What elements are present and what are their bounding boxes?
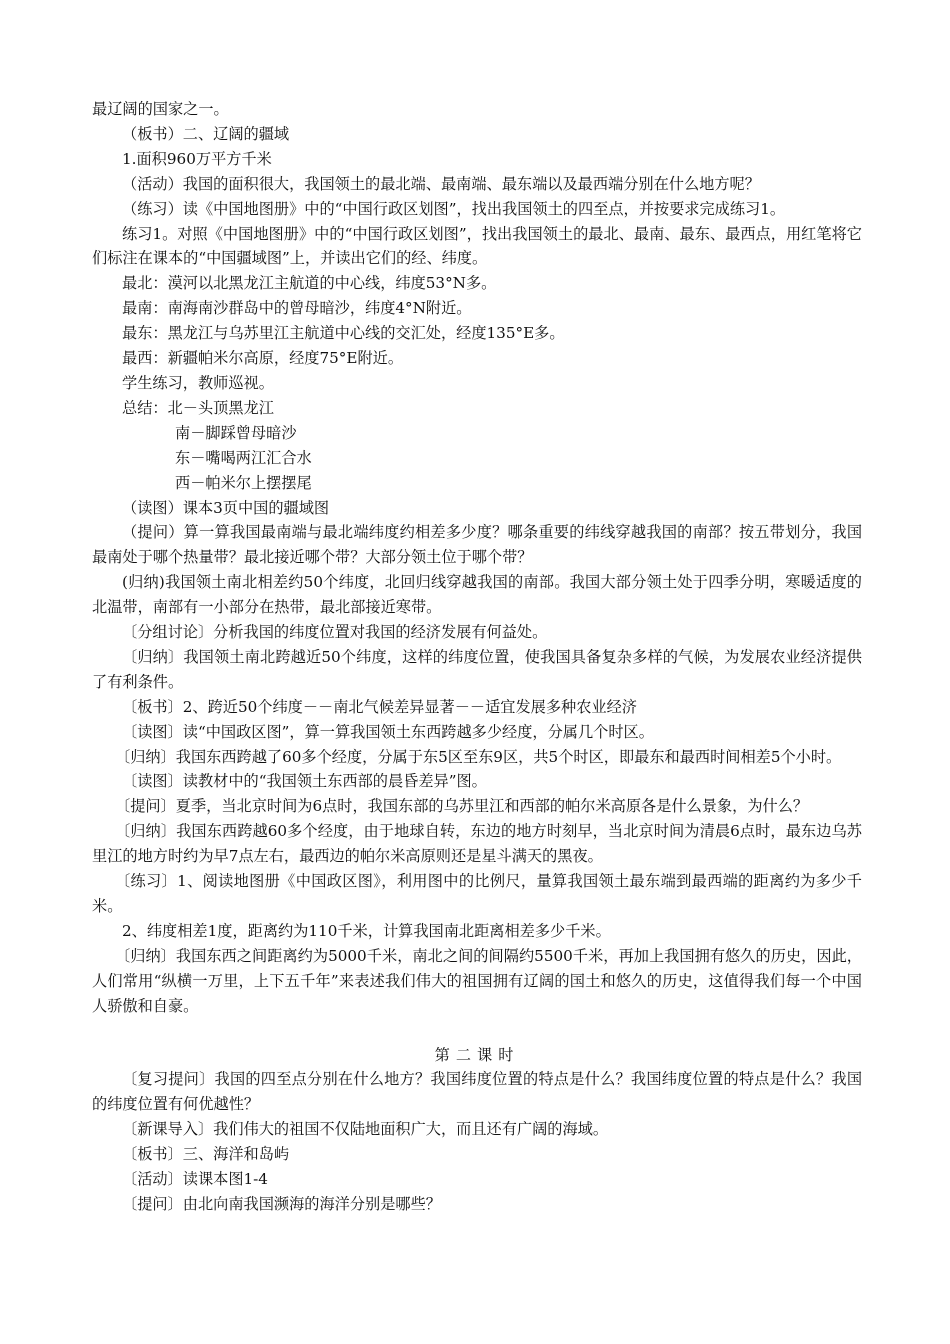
paragraph: 〔提问〕夏季，当北京时间为6点时，我国东部的乌苏里江和西部的帕尔米高原各是什么景象，为什么？ [115, 797, 809, 816]
paragraph: 〔练习〕1、阅读地图册《中国政区图》，利用图中的比例尺，量算我国领土最东端到最西端的距离约为多少千米。 [92, 872, 862, 915]
paragraph: 〔板书〕2、跨近50个纬度－－南北气候差异显著－－适宜发展多种农业经济 [122, 697, 637, 716]
paragraph: 〔归纳〕我国东西之间距离约为5000千米，南北之间的间隔约5500千米，再加上我国拥有悠久的历史，因此，人们常用“纵横一万里，上下五千年”来表述我们伟大的祖国拥有辽阔的国土和悠久的历史，这值得我们每一个中国人骄傲和自豪。 [92, 946, 862, 1015]
paragraph: 〔归纳〕我国东西跨越了60多个经度，分属于东5区至东9区，共5个时区，即最东和最西时间相差5个小时。 [115, 747, 842, 766]
paragraph: (归纳)我国领土南北相差约50个纬度，北回归线穿越我国的南部。我国大部分领土处于四季分明，寒暖适度的北温带，南部有一小部分在热带，最北部接近寒带。 [92, 573, 862, 617]
paragraph: 东－嘴喝两江汇合水 [175, 448, 312, 467]
paragraph: （读图）课本3页中国的疆域图 [122, 498, 330, 517]
paragraph: 〔板书〕三、海洋和岛屿 [122, 1145, 290, 1164]
document-body [92, 97, 862, 1217]
lesson-one-text [92, 97, 862, 1019]
paragraph: 〔复习提问〕我国的四至点分别在什么地方？我国纬度位置的特点是什么？我国纬度位置的特点是什么？我国的纬度位置有何优越性？ [92, 1070, 862, 1114]
paragraph: 〔新课导入〕我们伟大的祖国不仅陆地面积广大，而且还有广阔的海域。 [122, 1120, 608, 1139]
paragraph: 练习1。对照《中国地图册》中的“中国行政区划图”，找出我国领土的最北、最南、最东、最西点，用红笔将它们标注在课本的“中国疆域图”上，并读出它们的经、纬度。 [92, 224, 862, 268]
paragraph: 南－脚踩曾母暗沙 [175, 423, 297, 442]
paragraph: 学生练习，教师巡视。 [122, 373, 274, 392]
paragraph: 〔分组讨论〕分析我国的纬度位置对我国的经济发展有何益处。 [122, 623, 548, 642]
paragraph: （板书）二、辽阔的疆域 [122, 124, 290, 143]
paragraph: 〔提问〕由北向南我国濒海的海洋分别是哪些？ [122, 1194, 441, 1213]
paragraph: 最北：漠河以北黑龙江主航道的中心线，纬度53°N多。 [122, 274, 497, 293]
paragraph: （练习）读《中国地图册》中的“中国行政区划图”，找出我国领土的四至点，并按要求完成练习1。 [122, 199, 786, 218]
paragraph: 〔读图〕读“中国政区图”，算一算我国领土东西跨越多少经度，分属几个时区。 [122, 722, 654, 741]
paragraph: 最辽阔的国家之一。 [92, 100, 229, 118]
paragraph: 西－帕米尔上摆摆尾 [175, 473, 312, 492]
paragraph: 最南：南海南沙群岛中的曾母暗沙，纬度4°N附近。 [122, 299, 472, 318]
paragraph: 1.面积960万平方千米 [122, 149, 272, 168]
paragraph: （提问）算一算我国最南端与最北端纬度约相差多少度？哪条重要的纬线穿越我国的南部？按五带划分，我国最南处于哪个热量带？最北接近哪个带？大部分领土位于哪个带？ [92, 523, 862, 567]
paragraph: 最西：新疆帕米尔高原，经度75°E附近。 [122, 349, 404, 368]
paragraph: 〔归纳〕我国东西跨越60多个经度，由于地球自转，东边的地方时刻早，当北京时间为清晨6点时，最东边乌苏里江的地方时约为早7点左右，最西边的帕尔米高原则还是星斗满天的黑夜。 [92, 822, 862, 866]
paragraph: 〔归纳〕我国领土南北跨越近50个纬度，这样的纬度位置，使我国具备复杂多样的气候，为发展农业经济提供了有利条件。 [92, 647, 862, 691]
section-heading: 第二课时 [434, 1045, 520, 1064]
paragraph: 〔读图〕读教材中的“我国领土东西部的晨昏差异”图。 [122, 772, 487, 791]
paragraph: 最东：黑龙江与乌苏里江主航道中心线的交汇处，经度135°E多。 [122, 324, 565, 343]
lesson-two-text [92, 1067, 862, 1216]
paragraph: 2、纬度相差1度，距离约为110千米，计算我国南北距离相差多少千米。 [122, 921, 611, 940]
paragraph: 〔活动〕读课本图1-4 [122, 1170, 268, 1189]
paragraph: （活动）我国的面积很大，我国领土的最北端、最南端、最东端以及最西端分别在什么地方呢？ [122, 174, 760, 193]
paragraph: 总结：北－头顶黑龙江 [122, 398, 274, 417]
